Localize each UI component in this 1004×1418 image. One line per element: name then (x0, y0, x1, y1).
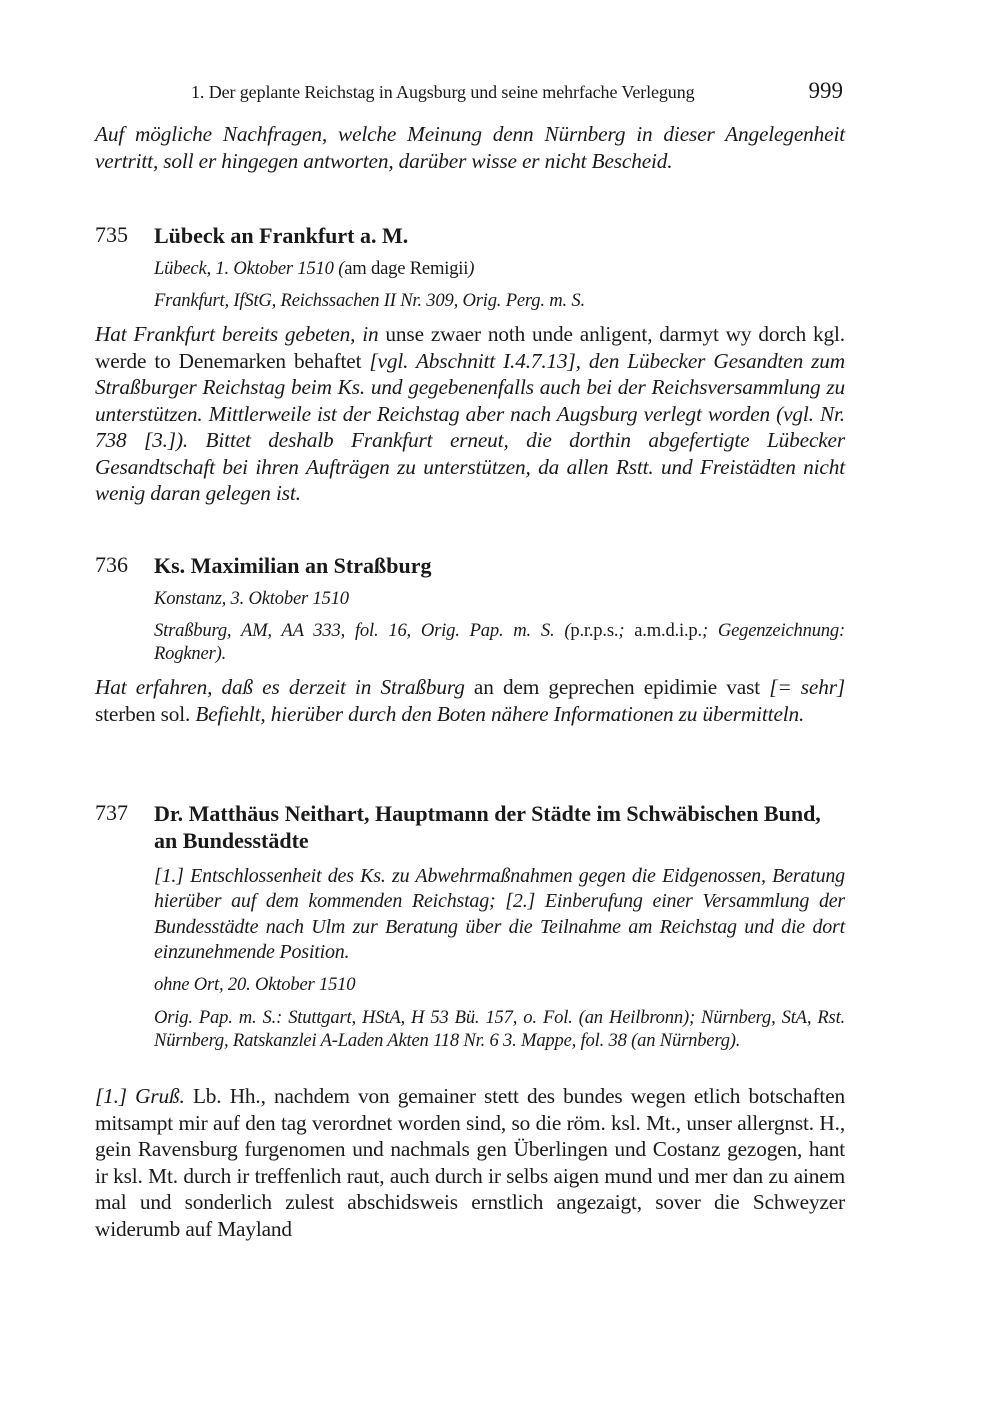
document-title: Lübeck an Frankfurt a. M. (154, 223, 409, 248)
document-number: 735 (95, 222, 128, 247)
intro-text: Auf mögliche Nachfragen, welche Meinung denn Nürnberg in dieser Angelegenheit vertritt, soll er hingegen antworten, darüber wisse er nicht Bescheid. (95, 122, 845, 173)
document-736-source: Straßburg, AM, AA 333, fol. 16, Orig. Pap. m. S. (p.r.p.s.; a.m.d.i.p.; Gegenzeichnung: Rogkner). (154, 620, 845, 664)
document-735-source: Frankfurt, IfStG, Reichssachen II Nr. 309, Orig. Perg. m. S. (154, 290, 585, 311)
document-737-source: Orig. Pap. m. S.: Stuttgart, HStA, H 53 Bü. 157, o. Fol. (an Heilbronn); Nürnberg, StA, Rst. Nürnberg, Ratskanzlei A-Laden Akten 118 Nr. 6 3. Mappe, fol. 38 (an Nürnberg). (154, 1007, 845, 1051)
document-736-date: Konstanz, 3. Oktober 1510 (154, 588, 349, 609)
page-number: 999 (808, 78, 843, 103)
document-title: Dr. Matthäus Neithart, Hauptmann der Städte im Schwäbischen Bund, an Bundesstädte (154, 801, 821, 853)
running-head-title: 1. Der geplante Reichstag in Augsburg und seine mehrfache Verlegung (191, 82, 695, 102)
body-text: Hat Frankfurt bereits gebeten, in unse zwaer noth unde anligent, darmyt wy dorch kgl. werde to Denemarken behaftet [vgl. Abschnitt I.4.7.13], den Lübecker Gesandten zum Straßburger Reichstag beim Ks. und gegebenenfalls auch bei der Reichsversammlung zu unterstützen. Mittlerweile ist der Reichstag aber nach Augsburg verlegt worden (vgl. Nr. 738 [3.]). Bittet deshalb Frankfurt erneut, die dorthin abgefertigte Lübecker Gesandtschaft bei ihren Aufträgen zu unterstützen, da allen Rstt. und Freistädten nicht wenig daran gelegen ist. (95, 322, 845, 505)
document-737-summary: [1.] Entschlossenheit des Ks. zu Abwehrmaßnahmen gegen die Eidgenossen, Beratung hierüber auf dem kommenden Reichstag; [2.] Einberufung einer Versammlung der Bundesstädte nach Ulm zur Beratung über die Teilnahme am Reichstag und die dort einzunehmende Position. (154, 865, 845, 963)
document-735-body (95, 321, 845, 507)
document-737-body (95, 1083, 845, 1242)
document-737-date: ohne Ort, 20. Oktober 1510 (154, 974, 356, 995)
document-title: Ks. Maximilian an Straßburg (154, 553, 432, 578)
document-number: 736 (95, 552, 128, 577)
document-number: 737 (95, 800, 128, 825)
document-735-date: Lübeck, 1. Oktober 1510 (am dage Remigii) (154, 258, 475, 279)
running-head (95, 80, 845, 106)
document-736-body (95, 674, 845, 727)
body-text: Hat erfahren, daß es derzeit in Straßburg an dem geprechen epidimie vast [= sehr] sterben sol. Befiehlt, hierüber durch den Boten nähere Informationen zu übermitteln. (95, 675, 845, 726)
intro-paragraph (95, 121, 845, 174)
body-text: [1.] Gruß. Lb. Hh., nachdem von gemainer stett des bundes wegen etlich botschaften mitsampt mir auf den tag verordnet worden sind, so die röm. ksl. Mt., unser allergnst. H., gein Ravensburg furgenomen und nachmals gen Überlingen und Costanz gezogen, hant ir ksl. Mt. durch ir treffenlich raut, auch durch ir selbs aigen mund und mer dan zu ainem mal und sonderlich zulest abschidsweis ernstlich angezaigt, sover die Schweyzer widerumb auf Mayland (95, 1084, 845, 1241)
